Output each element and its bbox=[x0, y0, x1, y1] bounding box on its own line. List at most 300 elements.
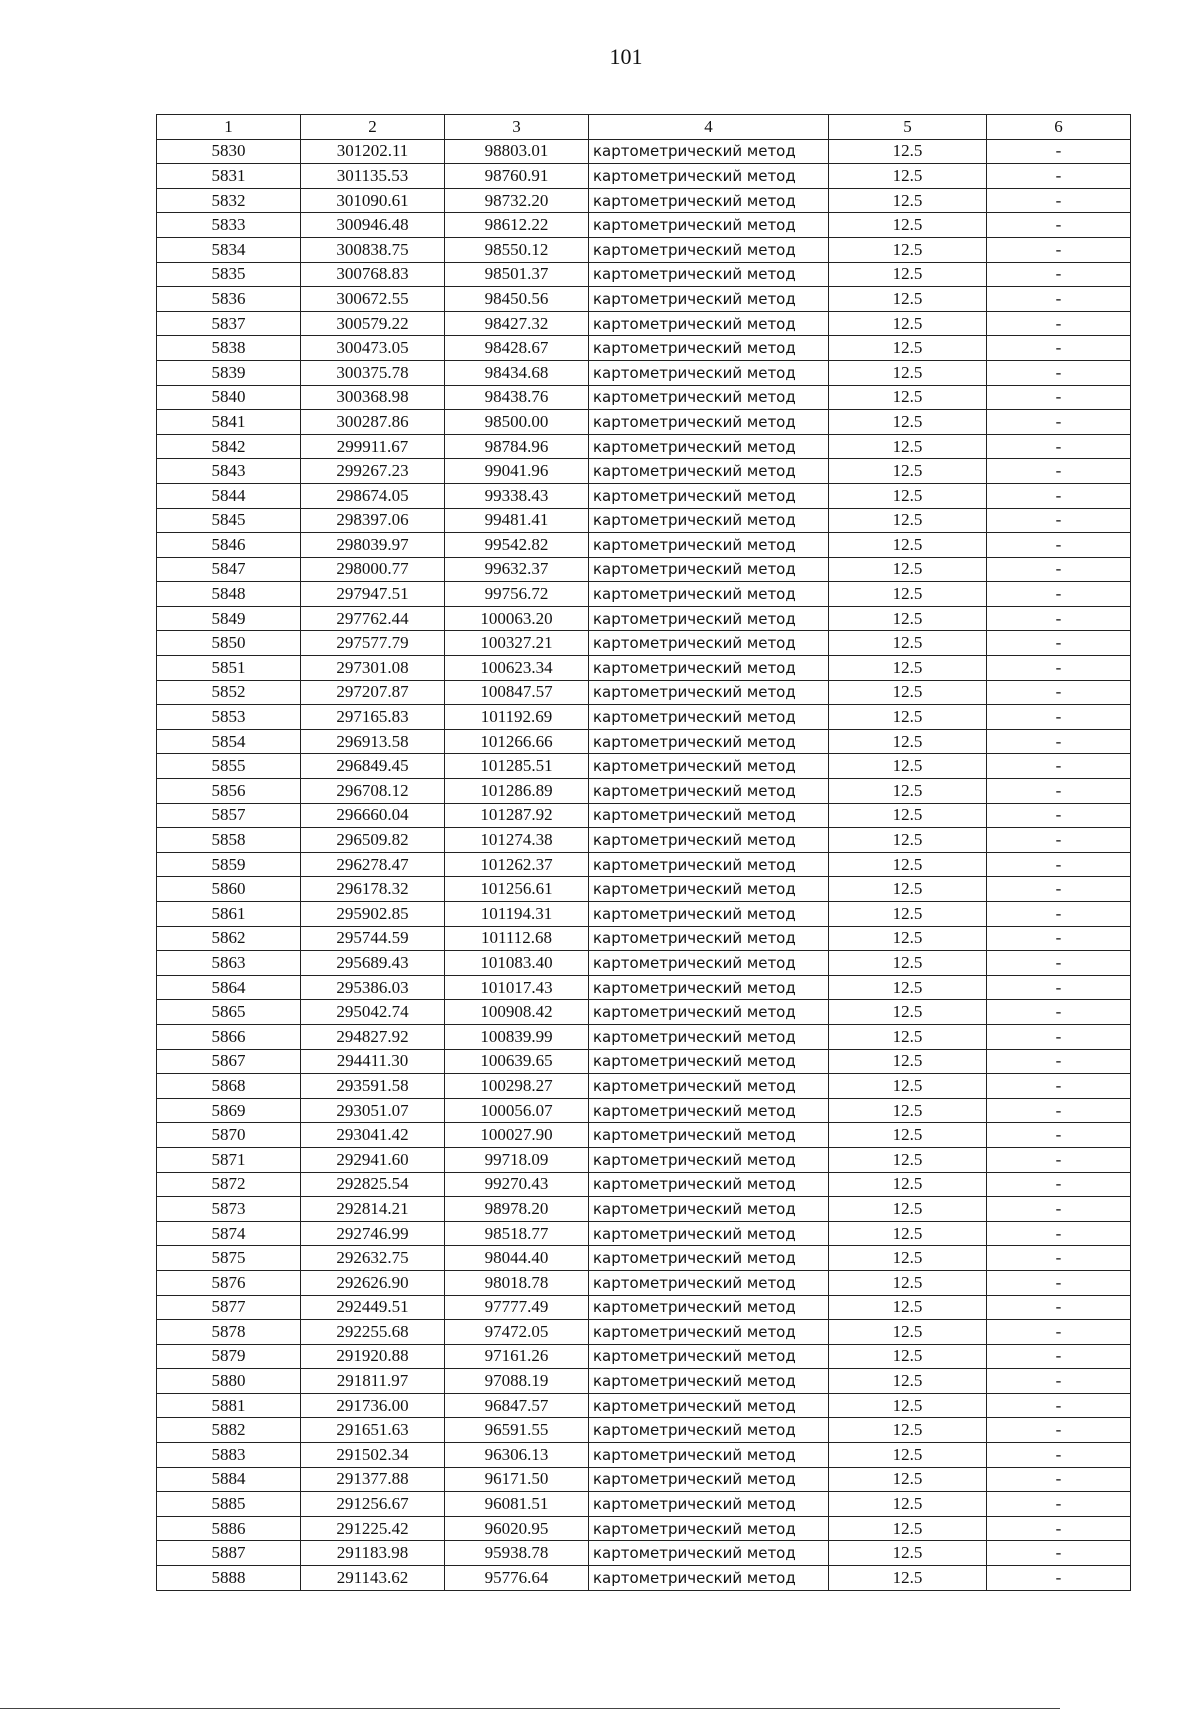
table-row bbox=[157, 459, 1131, 484]
cell-y-coordinate: 101017.43 bbox=[445, 975, 589, 1000]
cell-accuracy: 12.5 bbox=[829, 1000, 987, 1025]
cell-y-coordinate: 100327.21 bbox=[445, 631, 589, 656]
cell-accuracy: 12.5 bbox=[829, 1221, 987, 1246]
cell-accuracy: 12.5 bbox=[829, 1197, 987, 1222]
cell-x-coordinate: 295042.74 bbox=[301, 1000, 445, 1025]
column-header-4: 4 bbox=[589, 115, 829, 140]
table-row bbox=[157, 852, 1131, 877]
cell-point-number: 5865 bbox=[157, 1000, 301, 1025]
cell-x-coordinate: 299267.23 bbox=[301, 459, 445, 484]
cell-method: картометрический метод bbox=[589, 926, 829, 951]
cell-y-coordinate: 99041.96 bbox=[445, 459, 589, 484]
cell-method: картометрический метод bbox=[589, 1049, 829, 1074]
cell-accuracy: 12.5 bbox=[829, 1566, 987, 1591]
cell-accuracy: 12.5 bbox=[829, 188, 987, 213]
cell-note: - bbox=[987, 311, 1131, 336]
table-row bbox=[157, 1024, 1131, 1049]
table-row bbox=[157, 1295, 1131, 1320]
cell-method: картометрический метод bbox=[589, 729, 829, 754]
cell-x-coordinate: 300287.86 bbox=[301, 410, 445, 435]
cell-note: - bbox=[987, 1467, 1131, 1492]
cell-point-number: 5842 bbox=[157, 434, 301, 459]
cell-point-number: 5849 bbox=[157, 606, 301, 631]
cell-x-coordinate: 301135.53 bbox=[301, 164, 445, 189]
cell-point-number: 5862 bbox=[157, 926, 301, 951]
cell-y-coordinate: 100027.90 bbox=[445, 1123, 589, 1148]
table-row bbox=[157, 1147, 1131, 1172]
cell-x-coordinate: 297577.79 bbox=[301, 631, 445, 656]
cell-note: - bbox=[987, 582, 1131, 607]
cell-method: картометрический метод bbox=[589, 582, 829, 607]
cell-accuracy: 12.5 bbox=[829, 410, 987, 435]
cell-point-number: 5870 bbox=[157, 1123, 301, 1148]
cell-accuracy: 12.5 bbox=[829, 237, 987, 262]
cell-x-coordinate: 295689.43 bbox=[301, 951, 445, 976]
cell-point-number: 5878 bbox=[157, 1320, 301, 1345]
table-row bbox=[157, 1443, 1131, 1468]
cell-point-number: 5866 bbox=[157, 1024, 301, 1049]
cell-x-coordinate: 296708.12 bbox=[301, 779, 445, 804]
table-row bbox=[157, 631, 1131, 656]
cell-x-coordinate: 291256.67 bbox=[301, 1492, 445, 1517]
cell-note: - bbox=[987, 877, 1131, 902]
cell-y-coordinate: 98450.56 bbox=[445, 287, 589, 312]
cell-point-number: 5877 bbox=[157, 1295, 301, 1320]
cell-note: - bbox=[987, 828, 1131, 853]
table-row bbox=[157, 582, 1131, 607]
cell-note: - bbox=[987, 1197, 1131, 1222]
cell-accuracy: 12.5 bbox=[829, 729, 987, 754]
table-row bbox=[157, 902, 1131, 927]
cell-note: - bbox=[987, 951, 1131, 976]
cell-accuracy: 12.5 bbox=[829, 360, 987, 385]
cell-note: - bbox=[987, 459, 1131, 484]
table-row bbox=[157, 1344, 1131, 1369]
cell-method: картометрический метод bbox=[589, 779, 829, 804]
cell-accuracy: 12.5 bbox=[829, 852, 987, 877]
table-row bbox=[157, 1418, 1131, 1443]
cell-point-number: 5833 bbox=[157, 213, 301, 238]
table-row bbox=[157, 779, 1131, 804]
cell-y-coordinate: 98427.32 bbox=[445, 311, 589, 336]
cell-y-coordinate: 96591.55 bbox=[445, 1418, 589, 1443]
cell-method: картометрический метод bbox=[589, 164, 829, 189]
cell-y-coordinate: 101287.92 bbox=[445, 803, 589, 828]
cell-accuracy: 12.5 bbox=[829, 705, 987, 730]
cell-point-number: 5830 bbox=[157, 139, 301, 164]
cell-y-coordinate: 98978.20 bbox=[445, 1197, 589, 1222]
cell-accuracy: 12.5 bbox=[829, 1541, 987, 1566]
cell-point-number: 5881 bbox=[157, 1393, 301, 1418]
cell-y-coordinate: 101262.37 bbox=[445, 852, 589, 877]
cell-note: - bbox=[987, 680, 1131, 705]
cell-note: - bbox=[987, 1246, 1131, 1271]
cell-method: картометрический метод bbox=[589, 1172, 829, 1197]
cell-accuracy: 12.5 bbox=[829, 139, 987, 164]
cell-point-number: 5887 bbox=[157, 1541, 301, 1566]
cell-point-number: 5840 bbox=[157, 385, 301, 410]
cell-note: - bbox=[987, 237, 1131, 262]
cell-y-coordinate: 98518.77 bbox=[445, 1221, 589, 1246]
cell-y-coordinate: 100623.34 bbox=[445, 656, 589, 681]
cell-y-coordinate: 100839.99 bbox=[445, 1024, 589, 1049]
table-row bbox=[157, 311, 1131, 336]
cell-note: - bbox=[987, 1024, 1131, 1049]
cell-x-coordinate: 298397.06 bbox=[301, 508, 445, 533]
cell-y-coordinate: 95938.78 bbox=[445, 1541, 589, 1566]
cell-x-coordinate: 292449.51 bbox=[301, 1295, 445, 1320]
cell-method: картометрический метод bbox=[589, 828, 829, 853]
cell-accuracy: 12.5 bbox=[829, 434, 987, 459]
table-row bbox=[157, 729, 1131, 754]
cell-y-coordinate: 99632.37 bbox=[445, 557, 589, 582]
cell-y-coordinate: 101192.69 bbox=[445, 705, 589, 730]
cell-note: - bbox=[987, 533, 1131, 558]
table-row bbox=[157, 188, 1131, 213]
cell-method: картометрический метод bbox=[589, 1344, 829, 1369]
cell-accuracy: 12.5 bbox=[829, 1393, 987, 1418]
table-row bbox=[157, 705, 1131, 730]
table-row bbox=[157, 606, 1131, 631]
cell-method: картометрический метод bbox=[589, 1492, 829, 1517]
cell-note: - bbox=[987, 360, 1131, 385]
scan-edge-line bbox=[0, 1708, 1060, 1709]
cell-method: картометрический метод bbox=[589, 631, 829, 656]
cell-y-coordinate: 97088.19 bbox=[445, 1369, 589, 1394]
cell-accuracy: 12.5 bbox=[829, 1295, 987, 1320]
cell-x-coordinate: 296178.32 bbox=[301, 877, 445, 902]
cell-y-coordinate: 96171.50 bbox=[445, 1467, 589, 1492]
cell-x-coordinate: 295902.85 bbox=[301, 902, 445, 927]
cell-accuracy: 12.5 bbox=[829, 631, 987, 656]
cell-accuracy: 12.5 bbox=[829, 1246, 987, 1271]
cell-method: картометрический метод bbox=[589, 1074, 829, 1099]
cell-y-coordinate: 100847.57 bbox=[445, 680, 589, 705]
page-number: 101 bbox=[609, 44, 643, 69]
cell-x-coordinate: 293041.42 bbox=[301, 1123, 445, 1148]
cell-point-number: 5841 bbox=[157, 410, 301, 435]
cell-y-coordinate: 101194.31 bbox=[445, 902, 589, 927]
cell-point-number: 5839 bbox=[157, 360, 301, 385]
table-row bbox=[157, 262, 1131, 287]
cell-note: - bbox=[987, 1566, 1131, 1591]
table-row bbox=[157, 164, 1131, 189]
cell-accuracy: 12.5 bbox=[829, 533, 987, 558]
cell-method: картометрический метод bbox=[589, 1566, 829, 1591]
cell-x-coordinate: 296849.45 bbox=[301, 754, 445, 779]
cell-accuracy: 12.5 bbox=[829, 508, 987, 533]
cell-point-number: 5857 bbox=[157, 803, 301, 828]
cell-method: картометрический метод bbox=[589, 1197, 829, 1222]
table-row bbox=[157, 656, 1131, 681]
cell-x-coordinate: 295386.03 bbox=[301, 975, 445, 1000]
cell-accuracy: 12.5 bbox=[829, 483, 987, 508]
cell-accuracy: 12.5 bbox=[829, 1516, 987, 1541]
cell-point-number: 5871 bbox=[157, 1147, 301, 1172]
cell-point-number: 5882 bbox=[157, 1418, 301, 1443]
cell-x-coordinate: 293591.58 bbox=[301, 1074, 445, 1099]
cell-method: картометрический метод bbox=[589, 656, 829, 681]
cell-y-coordinate: 100298.27 bbox=[445, 1074, 589, 1099]
cell-point-number: 5850 bbox=[157, 631, 301, 656]
cell-x-coordinate: 300672.55 bbox=[301, 287, 445, 312]
table-row bbox=[157, 213, 1131, 238]
cell-point-number: 5835 bbox=[157, 262, 301, 287]
cell-note: - bbox=[987, 1049, 1131, 1074]
cell-accuracy: 12.5 bbox=[829, 1024, 987, 1049]
cell-method: картометрический метод bbox=[589, 188, 829, 213]
table-row bbox=[157, 1172, 1131, 1197]
cell-note: - bbox=[987, 1123, 1131, 1148]
table-row bbox=[157, 1541, 1131, 1566]
table-row bbox=[157, 139, 1131, 164]
cell-accuracy: 12.5 bbox=[829, 1467, 987, 1492]
cell-x-coordinate: 291225.42 bbox=[301, 1516, 445, 1541]
cell-note: - bbox=[987, 1270, 1131, 1295]
cell-point-number: 5852 bbox=[157, 680, 301, 705]
cell-x-coordinate: 291183.98 bbox=[301, 1541, 445, 1566]
cell-note: - bbox=[987, 1147, 1131, 1172]
cell-method: картометрический метод bbox=[589, 237, 829, 262]
cell-x-coordinate: 298674.05 bbox=[301, 483, 445, 508]
cell-accuracy: 12.5 bbox=[829, 828, 987, 853]
cell-x-coordinate: 291143.62 bbox=[301, 1566, 445, 1591]
cell-point-number: 5872 bbox=[157, 1172, 301, 1197]
cell-y-coordinate: 95776.64 bbox=[445, 1566, 589, 1591]
cell-note: - bbox=[987, 410, 1131, 435]
cell-method: картометрический метод bbox=[589, 213, 829, 238]
cell-x-coordinate: 298000.77 bbox=[301, 557, 445, 582]
cell-method: картометрический метод bbox=[589, 533, 829, 558]
cell-y-coordinate: 100639.65 bbox=[445, 1049, 589, 1074]
cell-note: - bbox=[987, 213, 1131, 238]
cell-x-coordinate: 299911.67 bbox=[301, 434, 445, 459]
cell-x-coordinate: 300768.83 bbox=[301, 262, 445, 287]
cell-note: - bbox=[987, 1074, 1131, 1099]
table-row bbox=[157, 803, 1131, 828]
cell-point-number: 5876 bbox=[157, 1270, 301, 1295]
cell-accuracy: 12.5 bbox=[829, 1074, 987, 1099]
cell-note: - bbox=[987, 803, 1131, 828]
cell-method: картометрический метод bbox=[589, 434, 829, 459]
cell-method: картометрический метод bbox=[589, 975, 829, 1000]
cell-point-number: 5883 bbox=[157, 1443, 301, 1468]
table-row bbox=[157, 287, 1131, 312]
cell-accuracy: 12.5 bbox=[829, 213, 987, 238]
cell-point-number: 5867 bbox=[157, 1049, 301, 1074]
cell-x-coordinate: 301090.61 bbox=[301, 188, 445, 213]
cell-y-coordinate: 101256.61 bbox=[445, 877, 589, 902]
cell-accuracy: 12.5 bbox=[829, 1172, 987, 1197]
cell-point-number: 5847 bbox=[157, 557, 301, 582]
cell-method: картометрический метод bbox=[589, 754, 829, 779]
cell-accuracy: 12.5 bbox=[829, 385, 987, 410]
cell-note: - bbox=[987, 164, 1131, 189]
cell-method: картометрический метод bbox=[589, 311, 829, 336]
cell-accuracy: 12.5 bbox=[829, 1123, 987, 1148]
table-row bbox=[157, 754, 1131, 779]
cell-note: - bbox=[987, 1295, 1131, 1320]
cell-point-number: 5843 bbox=[157, 459, 301, 484]
column-header-2: 2 bbox=[301, 115, 445, 140]
cell-point-number: 5837 bbox=[157, 311, 301, 336]
cell-note: - bbox=[987, 336, 1131, 361]
cell-y-coordinate: 98500.00 bbox=[445, 410, 589, 435]
cell-accuracy: 12.5 bbox=[829, 754, 987, 779]
cell-y-coordinate: 98550.12 bbox=[445, 237, 589, 262]
cell-x-coordinate: 294411.30 bbox=[301, 1049, 445, 1074]
cell-x-coordinate: 292632.75 bbox=[301, 1246, 445, 1271]
cell-y-coordinate: 99270.43 bbox=[445, 1172, 589, 1197]
cell-method: картометрический метод bbox=[589, 508, 829, 533]
table-row bbox=[157, 557, 1131, 582]
cell-point-number: 5832 bbox=[157, 188, 301, 213]
cell-point-number: 5884 bbox=[157, 1467, 301, 1492]
cell-point-number: 5886 bbox=[157, 1516, 301, 1541]
cell-method: картометрический метод bbox=[589, 705, 829, 730]
cell-x-coordinate: 292814.21 bbox=[301, 1197, 445, 1222]
table-header-row bbox=[157, 115, 1131, 140]
cell-note: - bbox=[987, 852, 1131, 877]
cell-y-coordinate: 101286.89 bbox=[445, 779, 589, 804]
cell-point-number: 5834 bbox=[157, 237, 301, 262]
table-row bbox=[157, 1221, 1131, 1246]
table-row bbox=[157, 1049, 1131, 1074]
cell-method: картометрический метод bbox=[589, 680, 829, 705]
cell-method: картометрический метод bbox=[589, 1270, 829, 1295]
table-row bbox=[157, 434, 1131, 459]
cell-point-number: 5874 bbox=[157, 1221, 301, 1246]
cell-y-coordinate: 98434.68 bbox=[445, 360, 589, 385]
table-row bbox=[157, 1098, 1131, 1123]
cell-x-coordinate: 291736.00 bbox=[301, 1393, 445, 1418]
cell-accuracy: 12.5 bbox=[829, 1270, 987, 1295]
table-row bbox=[157, 410, 1131, 435]
cell-point-number: 5838 bbox=[157, 336, 301, 361]
cell-method: картометрический метод bbox=[589, 606, 829, 631]
cell-method: картометрический метод bbox=[589, 1147, 829, 1172]
cell-note: - bbox=[987, 262, 1131, 287]
cell-point-number: 5854 bbox=[157, 729, 301, 754]
table-row bbox=[157, 336, 1131, 361]
cell-note: - bbox=[987, 139, 1131, 164]
cell-note: - bbox=[987, 188, 1131, 213]
cell-accuracy: 12.5 bbox=[829, 1320, 987, 1345]
cell-accuracy: 12.5 bbox=[829, 1049, 987, 1074]
cell-y-coordinate: 96020.95 bbox=[445, 1516, 589, 1541]
cell-method: картометрический метод bbox=[589, 1393, 829, 1418]
table-row bbox=[157, 1246, 1131, 1271]
cell-note: - bbox=[987, 1516, 1131, 1541]
cell-y-coordinate: 101112.68 bbox=[445, 926, 589, 951]
cell-note: - bbox=[987, 1418, 1131, 1443]
table-row bbox=[157, 1270, 1131, 1295]
cell-accuracy: 12.5 bbox=[829, 877, 987, 902]
cell-x-coordinate: 291920.88 bbox=[301, 1344, 445, 1369]
cell-y-coordinate: 98428.67 bbox=[445, 336, 589, 361]
cell-note: - bbox=[987, 631, 1131, 656]
cell-accuracy: 12.5 bbox=[829, 975, 987, 1000]
cell-note: - bbox=[987, 1000, 1131, 1025]
cell-y-coordinate: 101285.51 bbox=[445, 754, 589, 779]
cell-note: - bbox=[987, 1320, 1131, 1345]
cell-accuracy: 12.5 bbox=[829, 164, 987, 189]
cell-point-number: 5853 bbox=[157, 705, 301, 730]
cell-accuracy: 12.5 bbox=[829, 803, 987, 828]
cell-point-number: 5880 bbox=[157, 1369, 301, 1394]
cell-method: картометрический метод bbox=[589, 1443, 829, 1468]
cell-note: - bbox=[987, 1393, 1131, 1418]
table-row bbox=[157, 975, 1131, 1000]
cell-x-coordinate: 292825.54 bbox=[301, 1172, 445, 1197]
cell-method: картометрический метод bbox=[589, 262, 829, 287]
cell-point-number: 5831 bbox=[157, 164, 301, 189]
cell-point-number: 5836 bbox=[157, 287, 301, 312]
cell-x-coordinate: 300473.05 bbox=[301, 336, 445, 361]
cell-method: картометрический метод bbox=[589, 902, 829, 927]
cell-accuracy: 12.5 bbox=[829, 606, 987, 631]
cell-x-coordinate: 297301.08 bbox=[301, 656, 445, 681]
column-header-1: 1 bbox=[157, 115, 301, 140]
cell-accuracy: 12.5 bbox=[829, 680, 987, 705]
cell-point-number: 5885 bbox=[157, 1492, 301, 1517]
table-row bbox=[157, 680, 1131, 705]
cell-method: картометрический метод bbox=[589, 360, 829, 385]
table-body bbox=[157, 139, 1131, 1590]
cell-accuracy: 12.5 bbox=[829, 1369, 987, 1394]
cell-note: - bbox=[987, 434, 1131, 459]
cell-method: картометрический метод bbox=[589, 557, 829, 582]
cell-note: - bbox=[987, 1492, 1131, 1517]
cell-point-number: 5873 bbox=[157, 1197, 301, 1222]
cell-x-coordinate: 297947.51 bbox=[301, 582, 445, 607]
cell-y-coordinate: 99718.09 bbox=[445, 1147, 589, 1172]
cell-x-coordinate: 292941.60 bbox=[301, 1147, 445, 1172]
cell-y-coordinate: 101266.66 bbox=[445, 729, 589, 754]
cell-point-number: 5868 bbox=[157, 1074, 301, 1099]
column-header-5: 5 bbox=[829, 115, 987, 140]
cell-x-coordinate: 292626.90 bbox=[301, 1270, 445, 1295]
table-row bbox=[157, 1467, 1131, 1492]
cell-note: - bbox=[987, 1344, 1131, 1369]
cell-point-number: 5869 bbox=[157, 1098, 301, 1123]
cell-note: - bbox=[987, 1443, 1131, 1468]
cell-x-coordinate: 294827.92 bbox=[301, 1024, 445, 1049]
cell-x-coordinate: 291502.34 bbox=[301, 1443, 445, 1468]
cell-method: картометрический метод bbox=[589, 877, 829, 902]
table-row bbox=[157, 483, 1131, 508]
cell-method: картометрический метод bbox=[589, 1123, 829, 1148]
cell-y-coordinate: 96081.51 bbox=[445, 1492, 589, 1517]
table-row bbox=[157, 1197, 1131, 1222]
cell-x-coordinate: 291651.63 bbox=[301, 1418, 445, 1443]
table-row bbox=[157, 1369, 1131, 1394]
cell-x-coordinate: 292746.99 bbox=[301, 1221, 445, 1246]
cell-method: картометрический метод bbox=[589, 287, 829, 312]
cell-point-number: 5859 bbox=[157, 852, 301, 877]
cell-x-coordinate: 298039.97 bbox=[301, 533, 445, 558]
table-row bbox=[157, 1566, 1131, 1591]
cell-x-coordinate: 296278.47 bbox=[301, 852, 445, 877]
cell-method: картометрический метод bbox=[589, 483, 829, 508]
cell-accuracy: 12.5 bbox=[829, 1098, 987, 1123]
cell-method: картометрический метод bbox=[589, 1098, 829, 1123]
cell-accuracy: 12.5 bbox=[829, 902, 987, 927]
cell-x-coordinate: 300579.22 bbox=[301, 311, 445, 336]
cell-y-coordinate: 100908.42 bbox=[445, 1000, 589, 1025]
cell-note: - bbox=[987, 656, 1131, 681]
cell-accuracy: 12.5 bbox=[829, 336, 987, 361]
